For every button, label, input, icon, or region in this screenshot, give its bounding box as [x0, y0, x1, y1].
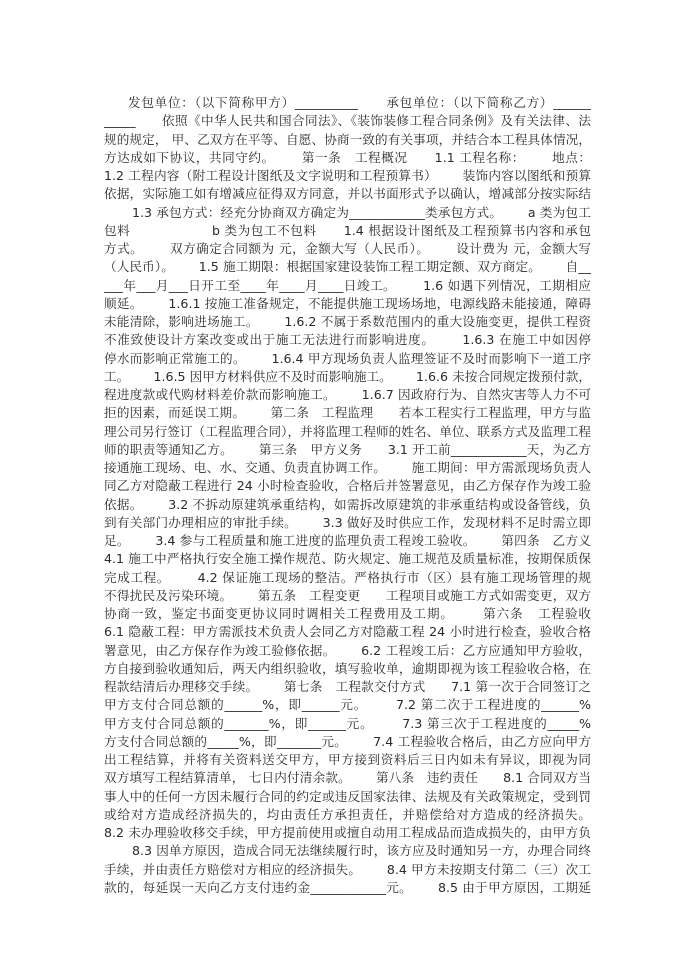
document-text-line: 方支付合同总额的_____%，即_______元。 7.4 工程验收合格后，由乙方应向甲方: [104, 733, 591, 749]
document-text-line: 工。 1.6.5 因甲方材料供应不及时而影响施工。 1.6.6 未按合同规定拨预付款，: [104, 368, 591, 384]
document-text-line: 协商一致，鉴定书面变更协议同时调相关工程费用及工期。 第六条 工程验收: [104, 606, 591, 621]
document-text-line: 方自接到验收通知后，两天内组织验收，填写验收单，逾期即视为该工程验收合格，在: [104, 660, 591, 676]
document-text-line: 足。 3.4 参与工程质量和施工进度的监理负责工程竣工验收。 第四条 乙方义: [104, 533, 591, 548]
document-text-line: 到有关部门办理相应的审批手续。 3.3 做好及时供应工作，发现材料不足时需立即: [104, 514, 591, 530]
document-text-line: 款的，每延误一天向乙方支付违约金____________元。 8.5 由于甲方原因，工期延: [104, 879, 591, 895]
document-text-line: 停水而影响正常施工的。 1.6.4 甲方现场负责人监理签证不及时而影响下一道工序: [104, 350, 591, 366]
document-text-line: _____ 依照《中华人民共和国合同法》、《装饰装修工程合同条例》及有关法律、法: [104, 113, 591, 129]
document-text-line: 程进度款或代购材料差价款而影响施工。 1.6.7 因政府行为、自然灾害等人力不可: [104, 387, 591, 402]
document-text-line: 依据。 3.2 不拆动原建筑承重结构，如需拆改原建筑的非承重结构或设备管线，负: [104, 496, 591, 512]
document-text-line: 6.1 隐蔽工程：甲方需派技术负责人会同乙方对隐蔽工程 24 小时进行检查，验收合格: [104, 624, 591, 640]
document-text-line: 出工程结算，并将有关资料送交甲方，甲方接到资料后三日内如未有异议，即视为同: [104, 752, 591, 767]
document-text-line: 4.1 施工中严格执行安全施工操作规范、防火规定、施工规范及质量标准，按期保质保: [104, 551, 591, 567]
document-text-line: 1.2 工程内容（附工程设计图纸及文字说明和工程预算书） 装饰内容以图纸和预算: [104, 168, 591, 183]
document-text-line: 接通施工现场、电、水、交通、负责直协调工作。 施工期间：甲方需派现场负责人: [104, 460, 591, 475]
document-text-line: 方式。 双方确定合同额为 元，金额大写（人民币）。 设计费为 元，金额大写: [104, 241, 591, 256]
document-text-line: 不准致使设计方案改变或出于施工无法进行而影响进度。 1.6.3 在施工中如因停: [104, 332, 591, 348]
document-text-line: 包料 b 类为包工不包料 1.4 根据设计图纸及工程预算书内容和承包: [104, 222, 591, 238]
document-text-line: 发包单位：（以下简称甲方）__________ 承包单位：（以下简称乙方）______: [128, 95, 591, 110]
document-text-line: 程款结清后办理移交手续。 第七条 工程款交付方式 7.1 第一次于合同签订之: [104, 679, 591, 694]
document-text-line: 未能清除，影响进场施工。 1.6.2 不属于系数范围内的重大设施变更，提供工程资: [104, 314, 591, 329]
document-text-line: 8.3 因单方原因，造成合同无法继续履行时，该方应及时通知另一方，办理合同终: [132, 843, 591, 859]
document-text-line: 规的规定， 甲、乙双方在平等、自愿、协商一致的有关事项，并结合本工程具体情况，: [104, 131, 591, 147]
document-text-line: 事人中的任何一方因未履行合同的约定或违反国家法律、法规及有关政策规定，受到罚: [104, 788, 591, 804]
document-text-line: 依据，实际施工如有增减应征得双方同意，并以书面形式予以确认，增减部分按实际结: [104, 186, 591, 202]
document-text-line: 双方填写工程结算清单， 七日内付清余款。 第八条 违约责任 8.1 合同双方当: [104, 770, 591, 786]
document-text-line: 理公司另行签订（工程监理合同），并将监理工程师的姓名、单位、联系方式及监理工程: [104, 423, 591, 439]
document-text-line: 同乙方对隐蔽工程进行 24 小时检查验收，合格后并签署意见，由乙方保存作为竣工验: [104, 478, 591, 494]
document-text-line: ___年___月___日开工至____年____月____日竣工。 1.6 如遇下列情况，工期相应: [104, 277, 591, 293]
document-text-line: 1.3 承包方式：经充分协商双方确定为____________类承包方式。 a 类为包工: [132, 204, 591, 220]
document-text-line: 手续，并由责任方赔偿对方相应的经济损失。 8.4 甲方未按期支付第二（三）次工: [104, 861, 591, 877]
document-text-line: 不得扰民及污染环境。 第五条 工程变更 工程项目或施工方式如需变更，双方: [104, 587, 591, 603]
document-text-line: 署意见，由乙方保存作为竣工验修依据。 6.2 工程竣工后：乙方应通知甲方验收，: [104, 642, 591, 658]
document-text-line: 方达成如下协议，共同守约。 第一条 工程概况 1.1 工程名称： 地点：: [104, 149, 591, 165]
document-text-line: 完成工程。 4.2 保证施工现场的整洁。严格执行市（区）县有施工现场管理的规: [104, 569, 591, 585]
document-text-line: 甲方支付合同总额的_______%，即______元。 7.3 第三次于工程进度的_____%: [104, 715, 591, 731]
document-text-line: 顺延。 1.6.1 按施工准备规定，不能提供施工现场场地，电源线路未能接通，障碍: [104, 295, 591, 311]
contract-document-body: [104, 94, 591, 897]
document-text-line: 甲方支付合同总额的______%，即______元。 7.2 第二次于工程进度的______%: [104, 697, 591, 713]
document-text-line: 拒的因素，而延误工期。 第二条 工程监理 若本工程实行工程监理，甲方与监: [104, 405, 591, 421]
document-text-line: （人民币）。 1.5 施工期限：根据国家建设装饰工程工期定额、双方商定。 自__: [104, 259, 591, 275]
document-text-line: 或给对方造成经济损失的，均由责任方承担责任，并赔偿给对方造成的经济损失。: [104, 806, 591, 822]
document-text-line: 8.2 未办理验收移交手续，甲方提前使用或擅自动用工程成品而造成损失的，由甲方负: [104, 825, 591, 840]
document-text-line: 师的职责等通知乙方。 第三条 甲方义务 3.1 开工前____________天，为乙方: [104, 441, 591, 457]
